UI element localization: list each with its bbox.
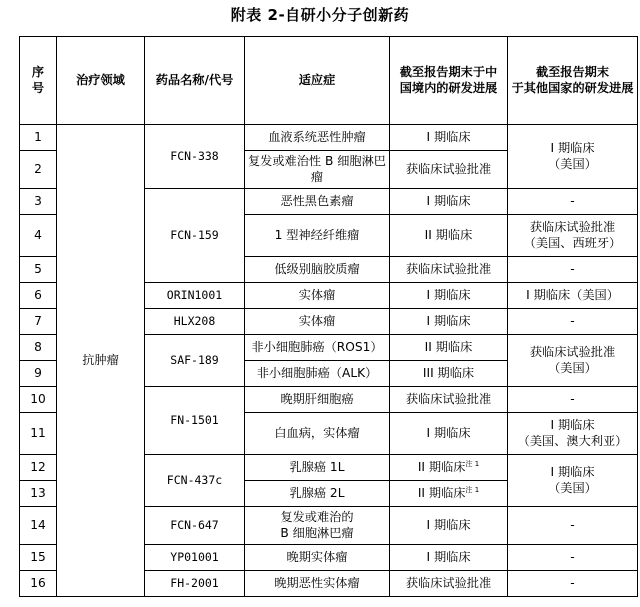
other-progress-cell: -	[508, 507, 638, 545]
drug-name-cell: YP01001	[145, 545, 245, 571]
indication-cell: 白血病，实体瘤	[245, 413, 390, 455]
other-progress-cell: I 期临床（美国）	[508, 283, 638, 309]
indication-cell: 实体瘤	[245, 309, 390, 335]
indication-cell: 晚期肝细胞癌	[245, 387, 390, 413]
therapeutic-area-cell: 抗肿瘤	[57, 125, 145, 597]
drug-pipeline-table	[19, 36, 638, 597]
drug-name-cell: ORIN1001	[145, 283, 245, 309]
indication-cell: 1 型神经纤维瘤	[245, 215, 390, 257]
header-area: 治疗领域	[57, 37, 145, 125]
row-number: 4	[20, 215, 57, 257]
row-number: 16	[20, 571, 57, 597]
row-number: 3	[20, 189, 57, 215]
china-progress-cell: I 期临床	[390, 189, 508, 215]
indication-cell: 晚期实体瘤	[245, 545, 390, 571]
other-progress-cell: -	[508, 571, 638, 597]
row-number: 10	[20, 387, 57, 413]
header-drug: 药品名称/代号	[145, 37, 245, 125]
other-progress-cell: -	[508, 309, 638, 335]
other-progress-cell: 获临床试验批准 （美国）	[508, 335, 638, 387]
china-progress-cell: III 期临床	[390, 361, 508, 387]
drug-name-cell: FCN-159	[145, 189, 245, 283]
indication-cell: 血液系统恶性肿瘤	[245, 125, 390, 151]
footnote-marker: 注 1	[465, 485, 480, 494]
footnote-marker: 注 1	[465, 459, 480, 468]
indication-cell: 复发或难治性 B 细胞淋巴 瘤	[245, 151, 390, 189]
indication-cell: 复发或难治的 B 细胞淋巴瘤	[245, 507, 390, 545]
drug-name-cell: FCN-338	[145, 125, 245, 189]
row-number: 2	[20, 151, 57, 189]
drug-name-cell: SAF-189	[145, 335, 245, 387]
china-progress-cell: 获临床试验批准	[390, 387, 508, 413]
row-number: 13	[20, 481, 57, 507]
china-progress-cell: 获临床试验批准	[390, 257, 508, 283]
china-progress-cell: I 期临床	[390, 309, 508, 335]
china-progress-cell: I 期临床	[390, 413, 508, 455]
other-progress-cell: -	[508, 545, 638, 571]
china-progress-cell: I 期临床	[390, 545, 508, 571]
row-number: 6	[20, 283, 57, 309]
other-progress-cell: -	[508, 257, 638, 283]
drug-name-cell: FN-1501	[145, 387, 245, 455]
indication-cell: 低级别脑胶质瘤	[245, 257, 390, 283]
china-progress-cell: 获临床试验批准	[390, 151, 508, 189]
header-seq: 序 号	[20, 37, 57, 125]
drug-name-cell: FCN-647	[145, 507, 245, 545]
table-row	[20, 125, 638, 151]
header-indication: 适应症	[245, 37, 390, 125]
row-number: 15	[20, 545, 57, 571]
china-progress-cell: I 期临床	[390, 507, 508, 545]
china-progress-cell: I 期临床	[390, 283, 508, 309]
row-number: 8	[20, 335, 57, 361]
other-progress-cell: I 期临床 （美国、澳大利亚）	[508, 413, 638, 455]
other-progress-cell: -	[508, 189, 638, 215]
row-number: 1	[20, 125, 57, 151]
china-progress-cell: II 期临床	[390, 215, 508, 257]
china-progress-cell: I 期临床	[390, 125, 508, 151]
indication-cell: 乳腺癌 1L	[245, 455, 390, 481]
header-row	[20, 37, 638, 125]
drug-name-cell: HLX208	[145, 309, 245, 335]
row-number: 11	[20, 413, 57, 455]
other-progress-cell: 获临床试验批准 （美国、西班牙）	[508, 215, 638, 257]
other-progress-cell: I 期临床 （美国）	[508, 125, 638, 189]
china-progress-cell: II 期临床$^{注 1}$	[390, 481, 508, 507]
indication-cell: 非小细胞肺癌（ROS1）	[245, 335, 390, 361]
row-number: 14	[20, 507, 57, 545]
header-other-progress: 截至报告期末 于其他国家的研发进展	[508, 37, 638, 125]
table-title: 附表 2-自研小分子创新药	[230, 6, 410, 24]
indication-cell: 晚期恶性实体瘤	[245, 571, 390, 597]
indication-cell: 非小细胞肺癌（ALK）	[245, 361, 390, 387]
row-number: 12	[20, 455, 57, 481]
china-progress-cell: 获临床试验批准	[390, 571, 508, 597]
row-number: 7	[20, 309, 57, 335]
indication-cell: 恶性黑色素瘤	[245, 189, 390, 215]
indication-cell: 乳腺癌 2L	[245, 481, 390, 507]
row-number: 5	[20, 257, 57, 283]
other-progress-cell: I 期临床 （美国）	[508, 455, 638, 507]
row-number: 9	[20, 361, 57, 387]
china-progress-cell: II 期临床$^{注 1}$	[390, 455, 508, 481]
drug-name-cell: FH-2001	[145, 571, 245, 597]
china-progress-cell: II 期临床	[390, 335, 508, 361]
drug-name-cell: FCN-437c	[145, 455, 245, 507]
header-china-progress: 截至报告期末于中 国境内的研发进展	[390, 37, 508, 125]
other-progress-cell: -	[508, 387, 638, 413]
indication-cell: 实体瘤	[245, 283, 390, 309]
